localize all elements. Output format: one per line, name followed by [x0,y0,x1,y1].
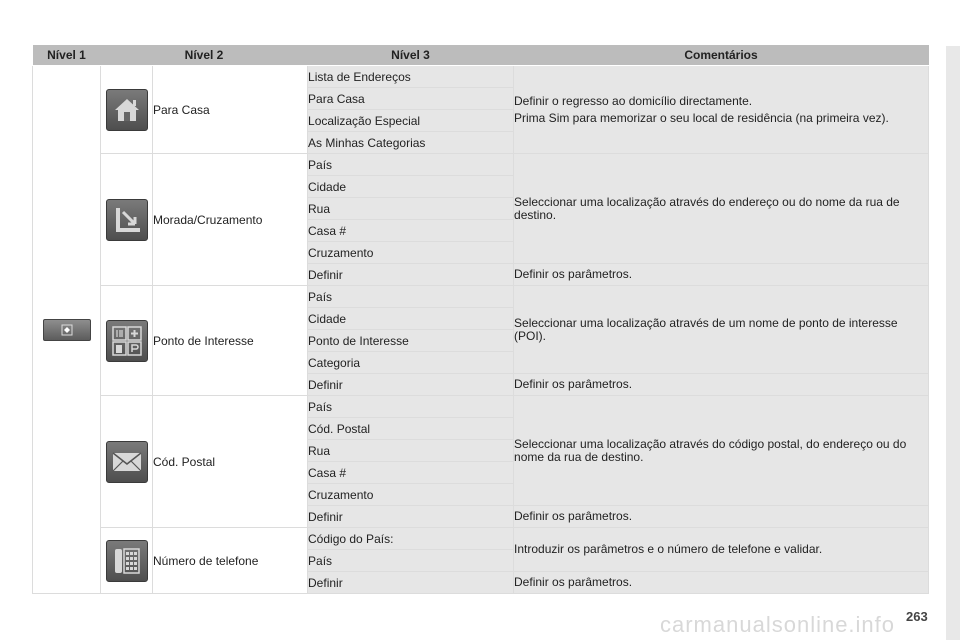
side-strip [946,46,960,640]
level2-icon-cell [101,154,153,286]
header-level1: Nível 1 [33,45,101,66]
header-comments: Comentários [514,45,929,66]
level3-item: Localização Especial [308,110,514,132]
envelope-icon [106,441,148,483]
level3-item: Definir [308,264,514,286]
level2-icon-cell [101,286,153,396]
table-row [33,154,929,176]
level3-item: Cidade [308,176,514,198]
navigation-button-icon [43,319,91,341]
level3-item: Casa # [308,462,514,484]
comment-line: Prima Sim para memorizar o seu local de residência (na primeira vez). [514,110,889,125]
level3-item: As Minhas Categorias [308,132,514,154]
level3-item: Para Casa [308,88,514,110]
navigation-menu-table [32,44,929,594]
comment-cell: Definir os parâmetros. [514,572,929,594]
watermark: carmanualsonline.info [660,612,896,637]
level3-item: Cidade [308,308,514,330]
level2-icon-cell [101,396,153,528]
phone-icon [106,540,148,582]
level2-icon-cell [101,528,153,594]
level3-item: Rua [308,440,514,462]
level3-item: Definir [308,572,514,594]
house-icon [106,89,148,131]
table-row [33,286,929,308]
level3-item: Definir [308,506,514,528]
header-row [33,45,929,66]
level3-item: Definir [308,374,514,396]
header-level2: Nível 2 [101,45,308,66]
comment-cell: Introduzir os parâmetros e o número de telefone e validar. [514,528,929,572]
level3-item: Ponto de Interesse [308,330,514,352]
table-row [33,66,929,88]
comment-cell: Definir os parâmetros. [514,374,929,396]
level2-label: Morada/Cruzamento [153,154,308,286]
level3-item: Cruzamento [308,484,514,506]
comment-cell: Seleccionar uma localização através de um nome de ponto de interesse (POI). [514,286,929,374]
level3-item: Categoria [308,352,514,374]
comment-line: Definir o regresso ao domicílio directamente. [514,93,753,108]
table-row [33,396,929,418]
level3-item: Código do País: [308,528,514,550]
comment-cell: Definir os parâmetros. [514,506,929,528]
level2-label: Número de telefone [153,528,308,594]
level1-cell [33,66,101,594]
comment-cell [514,66,929,154]
level3-item: Rua [308,198,514,220]
comment-cell: Seleccionar uma localização através do endereço ou do nome da rua de destino. [514,154,929,264]
level3-item: País [308,286,514,308]
level3-item: Casa # [308,220,514,242]
table-row [33,528,929,550]
level3-item: País [308,154,514,176]
crossroads-icon [106,199,148,241]
comment-cell: Definir os parâmetros. [514,264,929,286]
comment-cell: Seleccionar uma localização através do código postal, do endereço ou do nome da rua de destino. [514,396,929,506]
level2-label: Para Casa [153,66,308,154]
level3-item: País [308,550,514,572]
level2-label: Cód. Postal [153,396,308,528]
level3-item: Lista de Endereços [308,66,514,88]
level2-icon-cell [101,66,153,154]
level2-label: Ponto de Interesse [153,286,308,396]
level3-item: Cód. Postal [308,418,514,440]
level3-item: País [308,396,514,418]
header-level3: Nível 3 [308,45,514,66]
poi-icon [106,320,148,362]
level3-item: Cruzamento [308,242,514,264]
page-number: 263 [906,609,928,624]
